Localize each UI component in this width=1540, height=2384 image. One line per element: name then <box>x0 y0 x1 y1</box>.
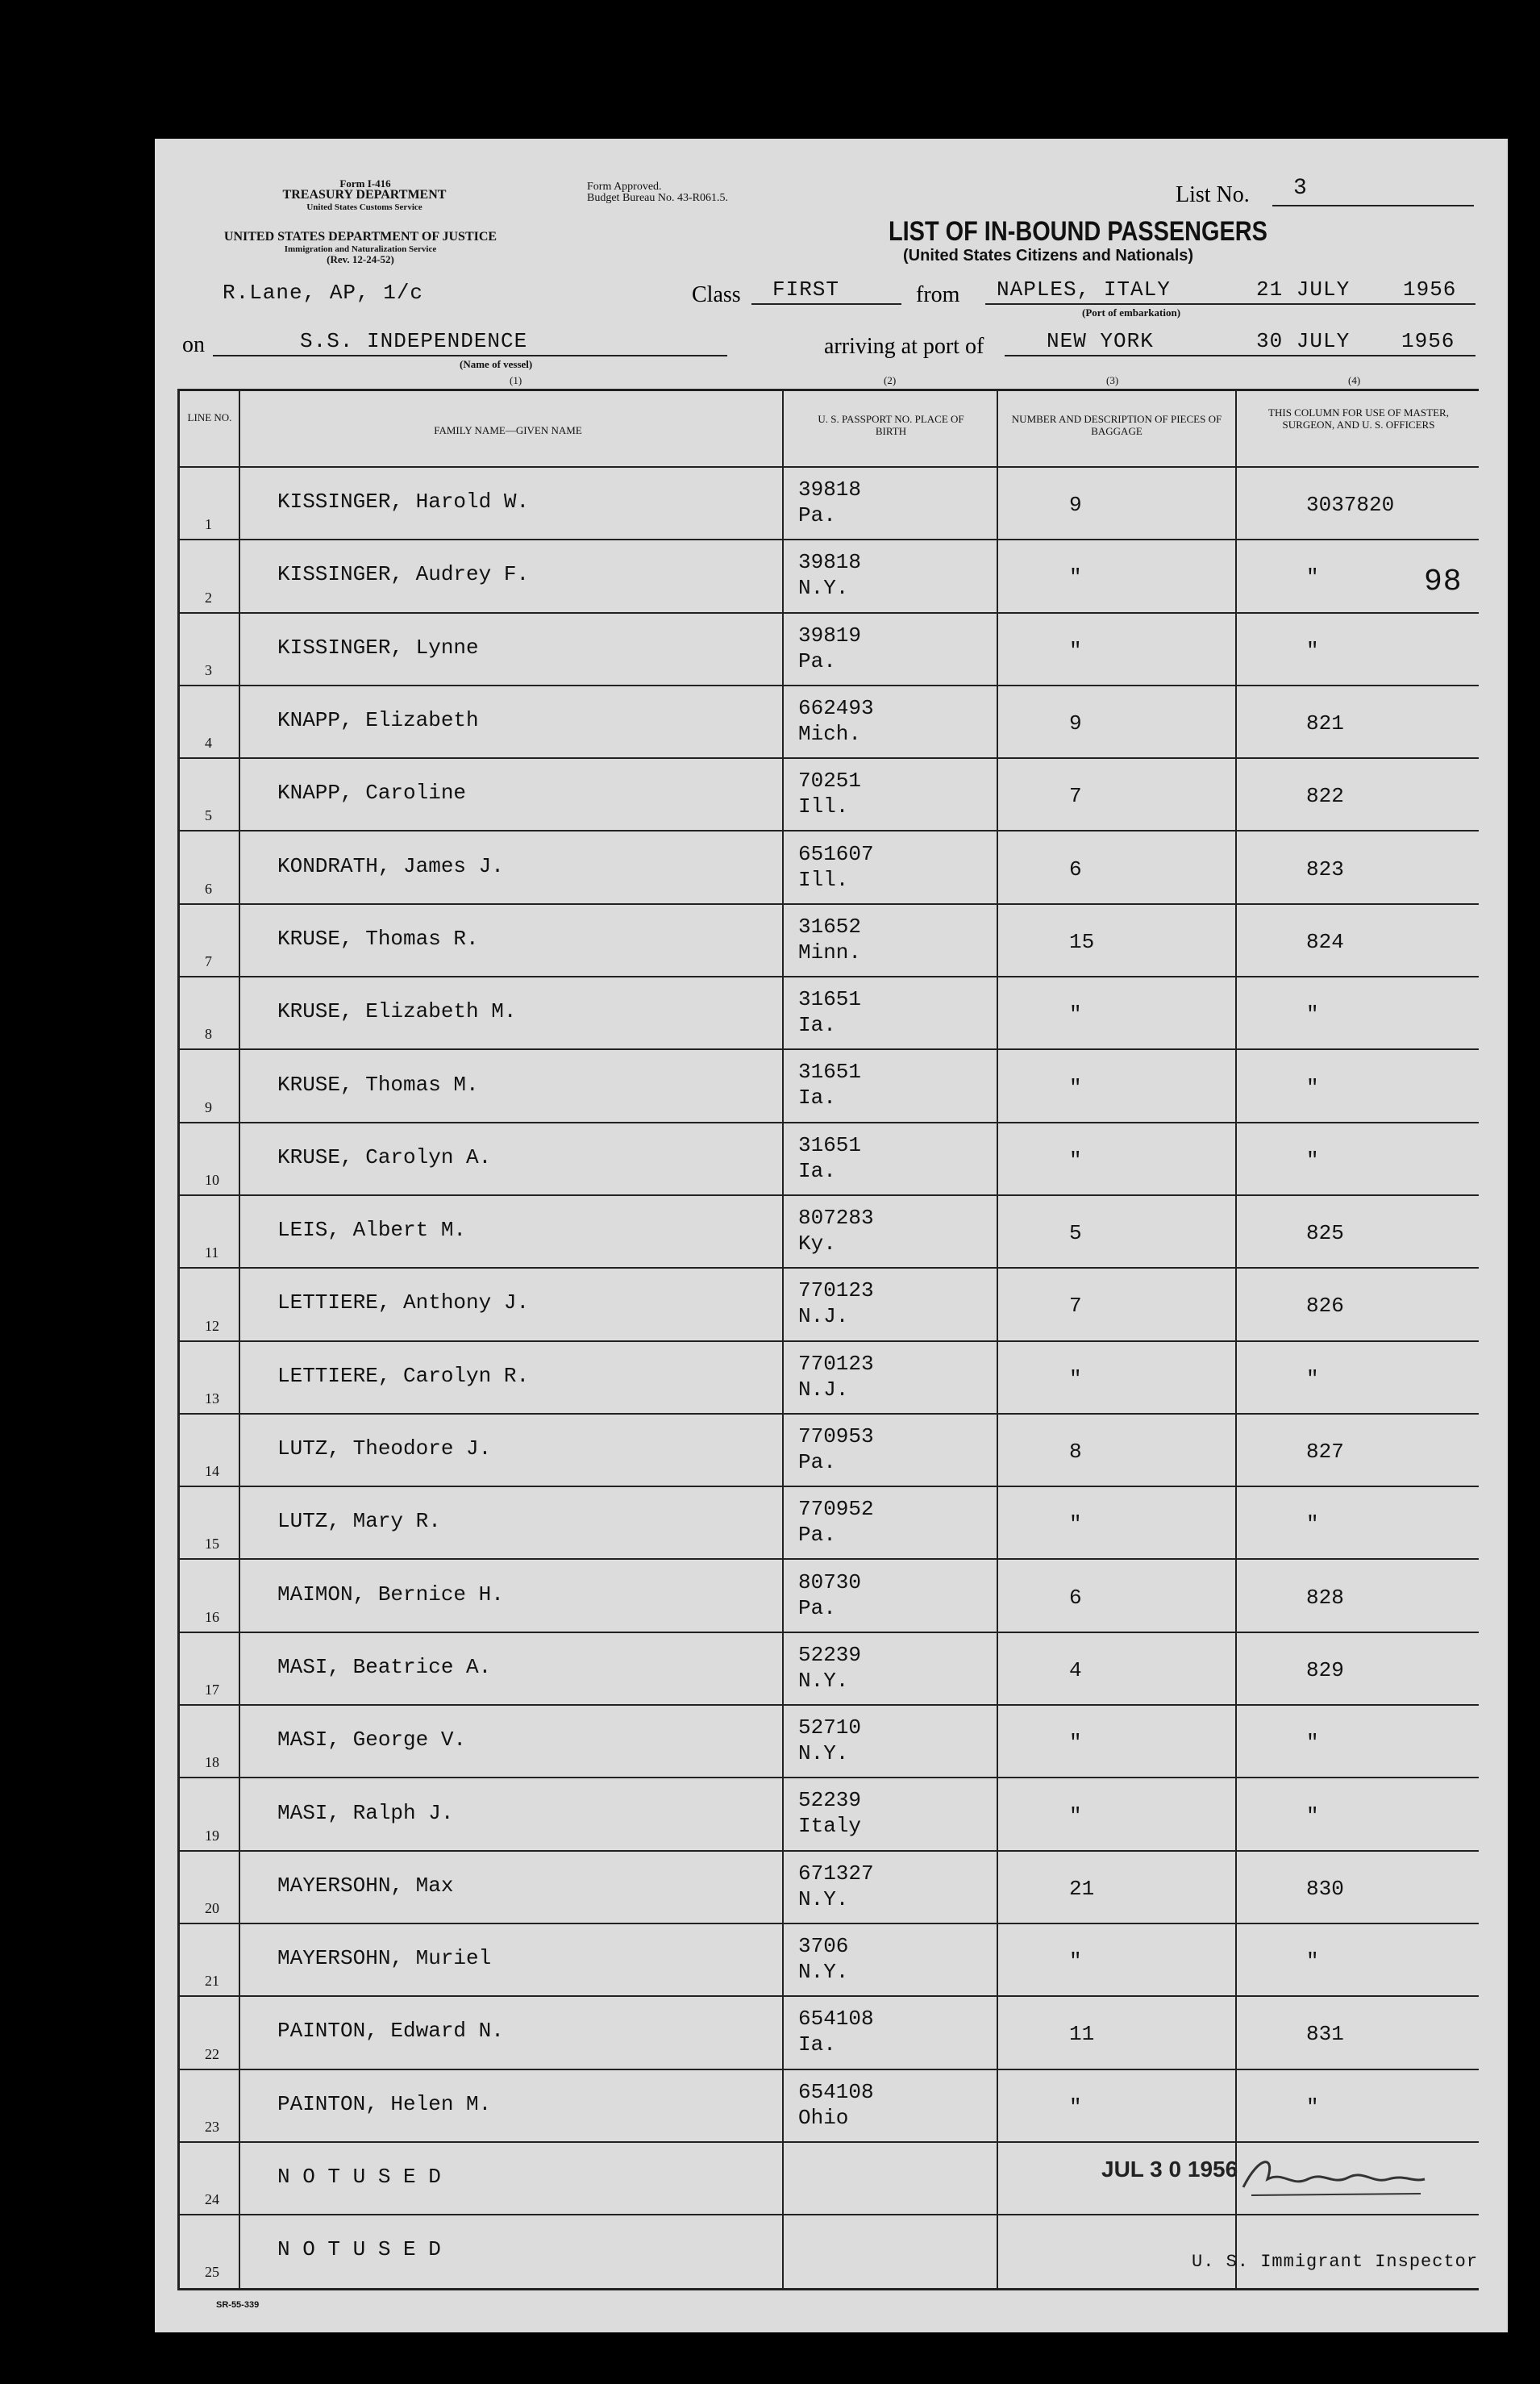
table-row <box>177 1415 1479 1487</box>
officer-note: 827 <box>1306 1440 1344 1465</box>
passport-number: 770952 <box>798 1497 874 1522</box>
officer-note: 830 <box>1306 1876 1344 1901</box>
officer-note: 828 <box>1306 1585 1344 1610</box>
passport-number: 3706 <box>798 1934 849 1958</box>
col-header-passport: U. S. PASSPORT NO. PLACE OF BIRTH <box>818 413 964 437</box>
baggage-count: " <box>1069 1366 1082 1391</box>
passport-number: 807283 <box>798 1206 874 1230</box>
table-row <box>177 1706 1479 1778</box>
passport-number: 31651 <box>798 1132 862 1157</box>
officer-note: " <box>1306 1731 1319 1756</box>
table-row <box>177 1196 1479 1269</box>
class-label: Class <box>692 282 741 307</box>
inspector-caption: U. S. Immigrant Inspector <box>1192 2252 1479 2272</box>
passport-number: 654108 <box>798 2007 874 2032</box>
baggage-count: " <box>1069 1002 1082 1027</box>
place-of-birth: Ohio <box>798 2105 849 2130</box>
passport-number: 52239 <box>798 1642 862 1667</box>
line-number: 8 <box>205 1026 212 1043</box>
port-embark-caption: (Port of embarkation) <box>1082 306 1181 319</box>
line-number: 15 <box>205 1536 219 1553</box>
passport-number: 770123 <box>798 1351 874 1376</box>
place-of-birth: Minn. <box>798 940 862 965</box>
line-number: 23 <box>205 2118 219 2135</box>
place-of-birth: Pa. <box>798 1449 836 1474</box>
col-header-line: LINE NO. <box>187 411 232 423</box>
from-label: from <box>916 282 960 307</box>
table-row <box>177 1924 1479 1997</box>
officer-note: 829 <box>1306 1657 1344 1682</box>
passport-number: 39818 <box>798 477 862 502</box>
place-of-birth: N.Y. <box>798 1960 849 1984</box>
line-number: 5 <box>205 807 212 824</box>
revision: (Rev. 12-24-52) <box>327 253 394 265</box>
passenger-name: MAIMON, Bernice H. <box>277 1582 504 1607</box>
table-row <box>177 1997 1479 2069</box>
class-value: FIRST <box>772 277 840 302</box>
place-of-birth: Pa. <box>798 1523 836 1548</box>
passenger-name: LUTZ, Mary R. <box>277 1509 441 1534</box>
officer-note: 826 <box>1306 1294 1344 1319</box>
vessel-caption: (Name of vessel) <box>460 358 533 370</box>
line-number: 1 <box>205 516 212 533</box>
col-header-officers: THIS COLUMN FOR USE OF MASTER, SURGEON, AND U. S. OFFICERS <box>1268 406 1449 431</box>
officer-note: 823 <box>1306 856 1344 881</box>
binder-hole <box>84 337 145 398</box>
table-row <box>177 1342 1479 1415</box>
line-number: 21 <box>205 1973 219 1990</box>
table-row <box>177 2070 1479 2143</box>
baggage-count: 7 <box>1069 784 1082 809</box>
place-of-birth: Ia. <box>798 1086 836 1111</box>
table-row <box>177 1487 1479 1560</box>
line-number: 13 <box>205 1390 219 1407</box>
passenger-name: PAINTON, Edward N. <box>277 2019 504 2044</box>
table-row <box>177 1633 1479 1706</box>
table-row <box>177 686 1479 759</box>
passport-number: 80730 <box>798 1569 862 1594</box>
passport-number: 52239 <box>798 1788 862 1813</box>
officer-note: " <box>1306 1512 1319 1537</box>
list-label: List No. <box>1176 182 1250 207</box>
officer-note: 821 <box>1306 711 1344 736</box>
passenger-table <box>177 389 1479 2290</box>
baggage-count: 6 <box>1069 1585 1082 1610</box>
line-number: 14 <box>205 1463 219 1480</box>
officer-note: 825 <box>1306 1221 1344 1246</box>
col-header-name: FAMILY NAME—GIVEN NAME <box>434 424 582 436</box>
justice-department: UNITED STATES DEPARTMENT OF JUSTICE <box>223 230 497 244</box>
baggage-count: " <box>1069 1803 1082 1828</box>
passenger-name: MAYERSOHN, Muriel <box>277 1946 492 1971</box>
passenger-name: LEIS, Albert M. <box>277 1218 467 1243</box>
port-of-embarkation: NAPLES, ITALY <box>997 277 1171 302</box>
binder-hole <box>84 2094 145 2155</box>
line-number: 19 <box>205 1827 219 1844</box>
line-number: 12 <box>205 1317 219 1334</box>
passenger-name: KRUSE, Carolyn A. <box>277 1144 492 1169</box>
binder-hole <box>84 1213 145 1274</box>
line-number: 11 <box>205 1244 219 1261</box>
arrival-port: NEW YORK <box>1047 329 1154 353</box>
col-num-2: (2) <box>884 374 897 386</box>
passenger-name: KISSINGER, Harold W. <box>277 490 530 515</box>
place-of-birth: Ky. <box>798 1232 836 1256</box>
inspector-signature <box>1235 2147 1429 2207</box>
baggage-count: 15 <box>1069 929 1095 954</box>
passenger-name: MASI, Beatrice A. <box>277 1654 492 1679</box>
passenger-name: MASI, George V. <box>277 1728 467 1753</box>
place-of-birth: N.J. <box>798 1377 849 1402</box>
officer-note: " <box>1306 1148 1319 1173</box>
col-num-3: (3) <box>1106 374 1119 386</box>
baggage-count: 7 <box>1069 1294 1082 1319</box>
passport-number: 31651 <box>798 987 862 1012</box>
arrival-date-stamp: JUL 3 0 1956 <box>1101 2157 1238 2182</box>
table-row <box>177 614 1479 686</box>
passport-number: 671327 <box>798 1861 874 1886</box>
place-of-birth: N.Y. <box>798 1886 849 1911</box>
col-header-baggage: NUMBER AND DESCRIPTION OF PIECES OF BAGGAGE <box>1011 413 1222 437</box>
table-row <box>177 977 1479 1050</box>
passenger-name: KNAPP, Caroline <box>277 781 467 806</box>
col-num-4: (4) <box>1348 374 1361 386</box>
table-row <box>177 1561 1479 1633</box>
table-row <box>177 1852 1479 1924</box>
form-title: LIST OF IN-BOUND PASSENGERS <box>889 216 1267 247</box>
line-number: 22 <box>205 2045 219 2062</box>
officer-note: 822 <box>1306 784 1344 809</box>
line-number: 18 <box>205 1754 219 1771</box>
table-row <box>177 1050 1479 1123</box>
baggage-count: 4 <box>1069 1657 1082 1682</box>
line-number: 6 <box>205 880 212 897</box>
passport-number: 31651 <box>798 1060 862 1085</box>
line-number: 24 <box>205 2191 219 2208</box>
line-number: 9 <box>205 1098 212 1115</box>
passenger-name: N O T U S E D <box>277 2165 441 2190</box>
on-label: on <box>182 332 205 357</box>
officer-note: " <box>1306 1075 1319 1100</box>
place-of-birth: Pa. <box>798 503 836 527</box>
passport-number: 39818 <box>798 550 862 575</box>
place-of-birth: Pa. <box>798 648 836 673</box>
baggage-count: " <box>1069 565 1082 590</box>
place-of-birth: Ill. <box>798 867 849 892</box>
form-subtitle: (United States Citizens and Nationals) <box>903 247 1194 265</box>
place-of-birth: N.J. <box>798 1304 849 1329</box>
arrival-year: 1956 <box>1401 329 1455 353</box>
line-number: 4 <box>205 735 212 752</box>
passenger-name: MASI, Ralph J. <box>277 1800 454 1825</box>
baggage-count: 8 <box>1069 1440 1082 1465</box>
budget-bureau: Budget Bureau No. 43-R061.5. <box>587 192 728 204</box>
place-of-birth: Ia. <box>798 1013 836 1038</box>
binder-hole <box>84 1734 145 1795</box>
table-row <box>177 1123 1479 1196</box>
place-of-birth: N.Y. <box>798 1668 849 1693</box>
table-row <box>177 1269 1479 1341</box>
officer-note: " <box>1306 1002 1319 1027</box>
table-row <box>177 832 1479 905</box>
passenger-name: KRUSE, Thomas R. <box>277 926 479 951</box>
line-number: 16 <box>205 1608 219 1625</box>
col-num-1: (1) <box>510 374 522 386</box>
passport-number: 654108 <box>798 2079 874 2104</box>
baggage-count: 9 <box>1069 493 1082 518</box>
line-number: 25 <box>205 2264 219 2281</box>
passport-number: 39819 <box>798 623 862 648</box>
baggage-count: 9 <box>1069 711 1082 736</box>
officer-note: " <box>1306 2094 1319 2119</box>
line-number: 10 <box>205 1171 219 1188</box>
place-of-birth: Pa. <box>798 1595 836 1620</box>
passenger-name: KRUSE, Thomas M. <box>277 1072 479 1097</box>
place-of-birth: Italy <box>798 1814 862 1839</box>
binder-hole <box>84 865 145 926</box>
baggage-count: 11 <box>1069 2022 1095 2047</box>
officer-note: " <box>1306 1949 1319 1974</box>
officer-note: 824 <box>1306 929 1344 954</box>
passport-number: 770123 <box>798 1278 874 1303</box>
baggage-count: " <box>1069 1512 1082 1537</box>
passenger-name: KISSINGER, Audrey F. <box>277 562 530 587</box>
place-of-birth: N.Y. <box>798 1741 849 1766</box>
passenger-name: N O T U S E D <box>277 2237 441 2262</box>
departure-year: 1956 <box>1403 277 1457 302</box>
table-row <box>177 905 1479 977</box>
binder-hole <box>84 731 145 792</box>
place-of-birth: Ill. <box>798 794 849 819</box>
baggage-count: " <box>1069 638 1082 663</box>
place-of-birth: Mich. <box>798 721 862 746</box>
passenger-name: LETTIERE, Anthony J. <box>277 1290 530 1315</box>
vessel-name: S.S. INDEPENDENCE <box>300 329 528 353</box>
passport-number: 52710 <box>798 1715 862 1740</box>
baggage-count: " <box>1069 1075 1082 1100</box>
treasury-department: TREASURY DEPARTMENT <box>282 188 447 202</box>
table-row <box>177 540 1479 613</box>
table-row <box>177 1778 1479 1851</box>
officer-note: " <box>1306 638 1319 663</box>
place-of-birth: Ia. <box>798 1158 836 1183</box>
binder-hole <box>84 200 145 261</box>
ins-service: Immigration and Naturalization Service <box>284 244 437 254</box>
officer-note: " <box>1306 1803 1319 1828</box>
line-number: 7 <box>205 953 212 970</box>
passenger-name: KRUSE, Elizabeth M. <box>277 999 517 1024</box>
passport-number: 770953 <box>798 1423 874 1448</box>
place-of-birth: Ia. <box>798 2032 836 2057</box>
binder-hole <box>84 1597 145 1658</box>
officer-note: 831 <box>1306 2022 1344 2047</box>
officer-note: " <box>1306 565 1319 590</box>
baggage-count: " <box>1069 1949 1082 1974</box>
list-number: 3 <box>1293 176 1308 201</box>
passport-number: 31652 <box>798 914 862 939</box>
place-of-birth: N.Y. <box>798 576 849 601</box>
baggage-count: 21 <box>1069 1876 1095 1901</box>
table-row <box>177 468 1479 540</box>
passport-number: 651607 <box>798 841 874 866</box>
line-number: 17 <box>205 1682 219 1698</box>
departure-date: 21 JULY <box>1256 277 1351 302</box>
page-mark: 98 <box>1424 565 1463 599</box>
baggage-count: " <box>1069 1731 1082 1756</box>
arriving-label: arriving at port of <box>824 334 984 359</box>
line-number: 3 <box>205 661 212 678</box>
table-row <box>177 759 1479 831</box>
passenger-name: LUTZ, Theodore J. <box>277 1436 492 1461</box>
form-number: Form I-416 <box>339 177 391 190</box>
passport-number: 70251 <box>798 769 862 794</box>
baggage-count: " <box>1069 1148 1082 1173</box>
baggage-count: 6 <box>1069 856 1082 881</box>
line-number: 20 <box>205 1899 219 1916</box>
baggage-count: " <box>1069 2094 1082 2119</box>
passenger-name: LETTIERE, Carolyn R. <box>277 1363 530 1388</box>
passenger-name: KONDRATH, James J. <box>277 853 504 878</box>
passenger-name: MAYERSOHN, Max <box>277 1873 454 1898</box>
officer-note: " <box>1306 1366 1319 1391</box>
customs-service: United States Customs Service <box>306 202 422 212</box>
arrival-date: 30 JULY <box>1256 329 1351 353</box>
preparer: R.Lane, AP, 1/c <box>223 281 424 305</box>
passport-number: 662493 <box>798 695 874 720</box>
baggage-count: 5 <box>1069 1221 1082 1246</box>
passenger-name: KNAPP, Elizabeth <box>277 708 479 733</box>
form-footer: SR-55-339 <box>216 2300 260 2310</box>
officer-note: 3037820 <box>1306 493 1395 518</box>
form-approved: Form Approved. <box>587 181 662 193</box>
passenger-name: PAINTON, Helen M. <box>277 2091 492 2116</box>
line-number: 2 <box>205 589 212 606</box>
passenger-name: KISSINGER, Lynne <box>277 635 479 660</box>
passenger-manifest-page <box>155 139 1508 2332</box>
